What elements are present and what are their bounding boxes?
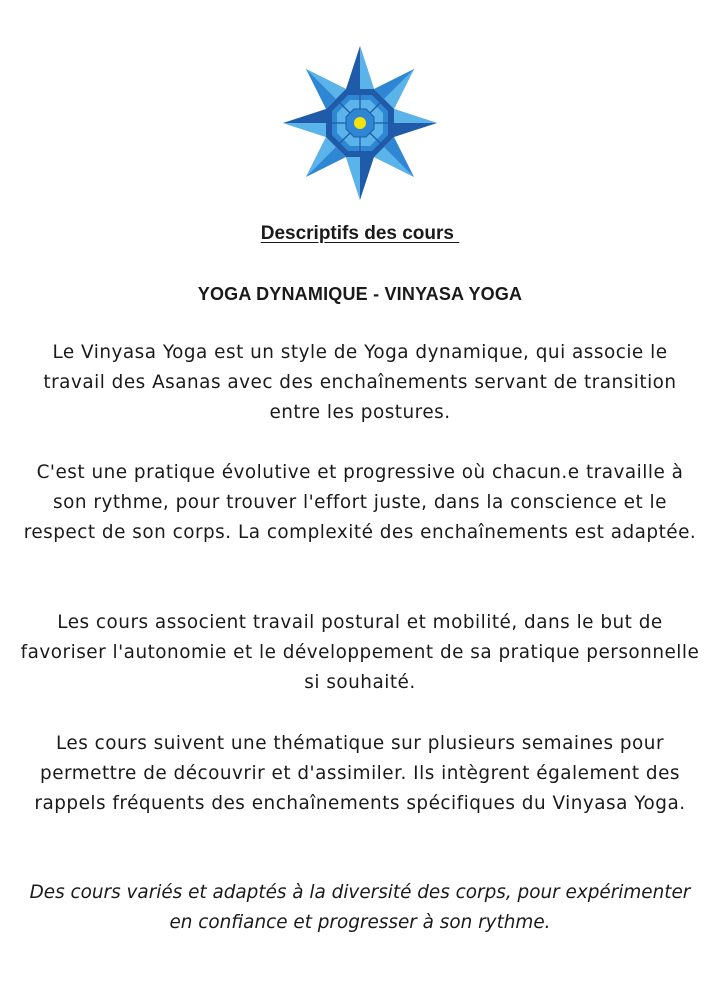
page-title: Descriptifs des cours <box>260 223 460 244</box>
description-paragraph: C'est une pratique évolutive et progressive où chacun.e travaille à son rythme, pour trouver l'effort juste, dans la conscience et le respect de son corps. La complexité des enchaînements est adaptée. <box>23 462 697 543</box>
course-title: YOGA DYNAMIQUE - VINYASA YOGA <box>197 284 523 304</box>
description-paragraph: Les cours suivent une thématique sur plusieurs semaines pour permettre de découvrir et d'assimiler. Ils intègrent également des rappels fréquents des enchaînements spécifiques du Vinyasa Yoga. <box>34 733 686 814</box>
description-paragraph: Les cours associent travail postural et mobilité, dans le but de favoriser l'autonomie et le développement de sa pratique personnelle si souhaité. <box>20 612 700 693</box>
closing-statement: Des cours variés et adaptés à la diversité des corps, pour expérimenter en confiance et progresser à son rythme. <box>29 882 691 933</box>
description-paragraph: Le Vinyasa Yoga est un style de Yoga dynamique, qui associe le travail des Asanas avec des enchaînements servant de transition entre les postures. <box>43 342 677 423</box>
star-mandala-icon <box>283 46 437 200</box>
